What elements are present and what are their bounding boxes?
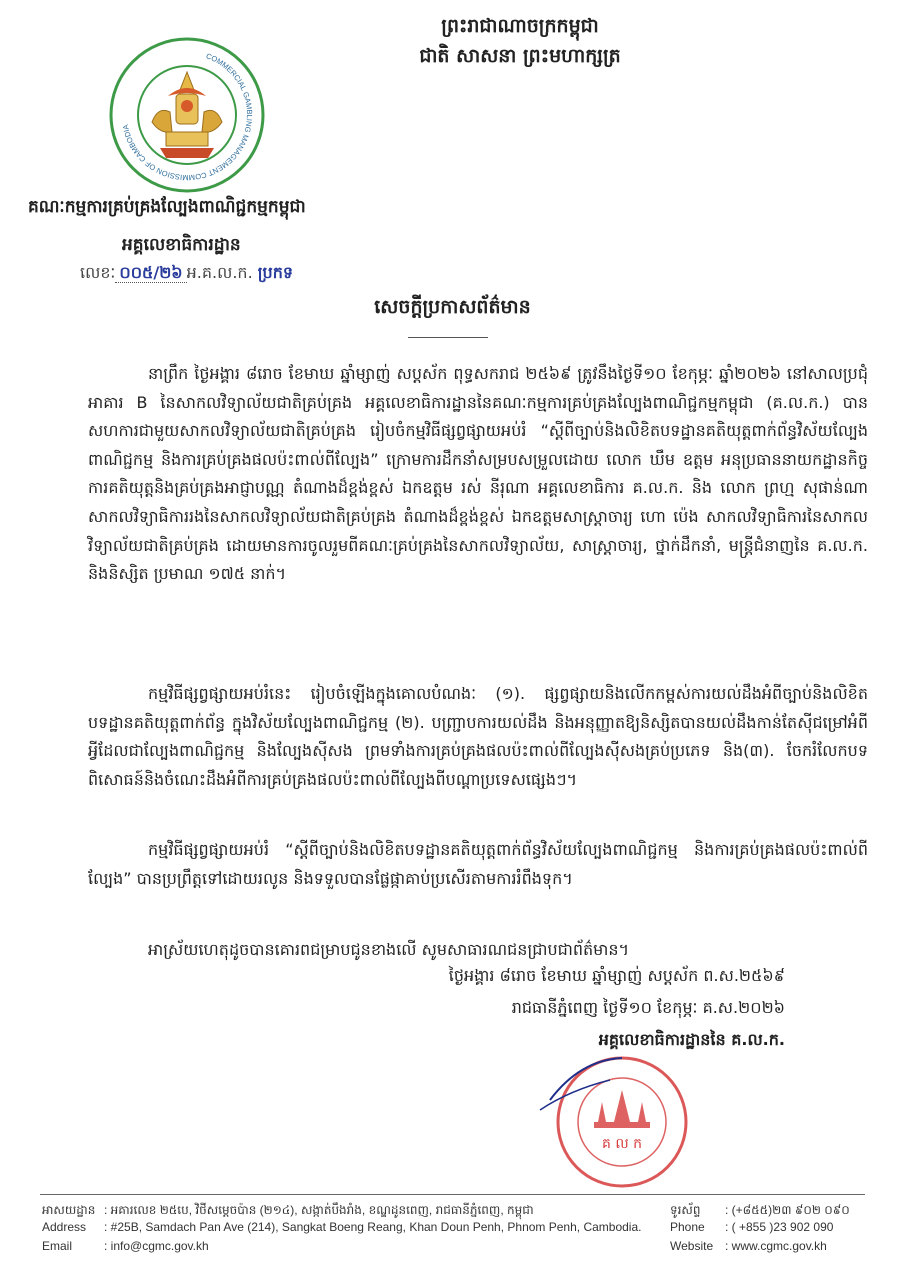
ref-prefix: លេខៈ: [80, 263, 116, 282]
stamp-text: គ ល ក: [601, 1136, 643, 1152]
website-value[interactable]: : www.cgmc.gov.kh: [725, 1239, 827, 1253]
seal-emblem-icon: [152, 72, 222, 158]
email-value[interactable]: : info@cgmc.gov.kh: [104, 1239, 209, 1253]
signatory: អគ្គលេខាធិការដ្ឋាននៃ គ.ល.ក.: [598, 1030, 785, 1049]
department-name: អគ្គលេខាធិការដ្ឋាន: [122, 235, 241, 255]
paragraph-2: កម្មវិធីផ្សព្វផ្សាយអប់រំនេះ រៀបចំឡើងក្នុងគោលបំណងៈ (១). ផ្សព្វផ្សាយនិងលើកកម្ពស់ការយល់ដឹងអំពីច្បាប់និងលិខិតបទដ្ឋានគតិយុត្តពាក់ព័ន្ធ ក្នុងវិស័យល្បែងពាណិជ្ជកម្ម (២). បញ្ជ្រាបការយល់ដឹង និងអនុញ្ញាតឱ្យនិស្សិតបានយល់ដឹងកាន់តែស៊ីជម្រៅអំពីអ្វីដែលជាល្បែងពាណិជ្ជកម្ម និងល្បែងស៊ីសង ព្រមទាំងការគ្រប់គ្រងផលប៉ះពាល់ពីល្បែងស៊ីសងគ្រប់ប្រភេទ និង(៣). ចែករំលែកបទពិសោធន៍និងចំណេះដឹងអំពីការគ្រប់គ្រងផលប៉ះពាល់ពីល្បែងពីបណ្ដាប្រទេសផ្សេងៗ។: [88, 684, 868, 789]
paragraph-1: នាព្រឹក ថ្ងៃអង្គារ ៨រោច ខែមាឃ ឆ្នាំម្សាញ់ សប្តស័ក ពុទ្ធសករាជ ២៥៦៩ ត្រូវនឹងថ្ងៃទី១០ ខែកុម្ភៈ ឆ្នាំ២០២៦ នៅសាលប្រជុំអាគារ B នៃសាកលវិទ្យាល័យជាតិគ្រប់គ្រង អគ្គលេខាធិការដ្ឋាននៃគណៈកម្មការគ្រប់គ្រងល្បែងពាណិជ្ជកម្មកម្ពុជា (គ.ល.ក.) បានសហការជាមួយសាកលវិទ្យាល័យជាតិគ្រប់គ្រង រៀបចំកម្មវិធីផ្សព្វផ្សាយអប់រំ “ស្ដីពីច្បាប់និងលិខិតបទដ្ឋានគតិយុត្តពាក់ព័ន្ធវិស័យល្បែងពាណិជ្ជកម្ម និងការគ្រប់គ្រងផលប៉ះពាល់ពីល្បែង” ក្រោមការដឹកនាំសម្របសម្រួលដោយ លោក ឃឹម ឧត្តម អនុប្រធាននាយកដ្ឋានកិច្ចការគតិយុត្តនិងគ្រប់គ្រងអាជ្ញាបណ្ណ តំណាងដ៏ខ្ពង់ខ្ពស់ ឯកឧត្តម រស់ នីរុណា អគ្គលេខាធិការ គ.ល.ក. និង លោក ព្រហ្ម សុផាន់ណា សាកលវិទ្យាធិការរងនៃសាកលវិទ្យាល័យជាតិគ្រប់គ្រង តំណាងដ៏ខ្ពង់ខ្ពស់ ឯកឧត្តមសាស្ត្រាចារ្យ ហោ ប៉េង សាកលវិទ្យាធិការនៃសាកលវិទ្យាល័យជាតិគ្រប់គ្រង ដោយមានការចូលរួមពីគណៈគ្រប់គ្រងនៃសាកលវិទ្យាល័យ, សាស្ត្រាចារ្យ, ថ្នាក់ដឹកនាំ, មន្ត្រីជំនាញនៃ គ.ល.ក. និងនិស្សិត ប្រមាណ ១៧៥ នាក់។: [88, 364, 868, 584]
paragraph-3: កម្មវិធីផ្សព្វផ្សាយអប់រំ “ស្ដីពីច្បាប់និងលិខិតបទដ្ឋានគតិយុត្តពាក់ព័ន្ធវិស័យល្បែងពាណិជ្ជកម្ម និងការគ្រប់គ្រងផលប៉ះពាល់ពីល្បែង” បានប្រព្រឹត្តទៅដោយរលូន និងទទួលបានផ្លែផ្កាគាប់ប្រសើរតាមការរំពឹងទុក។: [88, 840, 868, 888]
address-label-en: Address: [42, 1220, 87, 1234]
paragraph-4: អាស្រ័យហេតុដូចបានគោរពជម្រាបជូនខាងលើ សូមសាធារណជនជ្រាបជាព័ត៌មាន។: [148, 940, 630, 959]
document-title: សេចក្ដីប្រកាសព័ត៌មាន: [374, 296, 531, 318]
official-stamp: [510, 1040, 710, 1190]
solar-date: រាជធានីភ្នំពេញ ថ្ងៃទី១០ ខែកុម្ភៈ គ.ស.២០២៦: [511, 998, 785, 1017]
address-label-kh: អាសយដ្ឋាន: [42, 1203, 96, 1217]
commission-seal-logo: [108, 36, 266, 194]
phone-label-kh: ទូរស័ព្ទ: [670, 1203, 701, 1217]
organization-name: គណៈកម្មការគ្រប់គ្រងល្បែងពាណិជ្ជកម្មកម្ពុជា: [28, 197, 306, 217]
kingdom-heading: ព្រះរាជាណាចក្រកម្ពុជា: [441, 15, 599, 37]
lunar-date: ថ្ងៃអង្គារ ៨រោច ខែមាឃ ឆ្នាំម្សាញ់ សប្តស័ក ព.ស.២៥៦៩: [448, 966, 785, 985]
address-en: : #25B, Samdach Pan Ave (214), Sangkat Boeng Reang, Khan Doun Penh, Phnom Penh, Cambodia.: [104, 1220, 642, 1234]
phone-label-en: Phone: [670, 1220, 705, 1234]
angkor-temple-icon: [594, 1090, 650, 1128]
email-label: Email: [42, 1239, 73, 1253]
address-kh: : អគារលេខ ២៥បេ, វិថីសម្ដេចប៉ាន (២១៤), សង្កាត់បឹងរាំង, ខណ្ឌដូនពេញ, រាជធានីភ្នំពេញ, កម្ពុជា: [104, 1203, 534, 1217]
ref-suffix: ប្រកទ: [257, 263, 293, 282]
phone-en: : ( +855 )23 902 090: [725, 1220, 834, 1234]
seal-ring-text: COMMERCIAL GAMBLING MANAGEMENT COMMISSION OF CAMBODIA: [120, 51, 255, 183]
website-label: Website: [670, 1239, 714, 1253]
ref-number: ០០៥/២៦: [115, 263, 186, 283]
footer-divider: [40, 1194, 865, 1195]
reference-number: [80, 262, 293, 286]
phone-kh: : (+៨៥៥)២៣ ៩០២ ០៩០: [725, 1203, 850, 1217]
title-divider: [408, 337, 488, 338]
ref-middle: អ.គ.ល.ក.: [186, 263, 253, 282]
national-motto: ជាតិ សាសនា ព្រះមហាក្សត្រ: [419, 45, 621, 67]
